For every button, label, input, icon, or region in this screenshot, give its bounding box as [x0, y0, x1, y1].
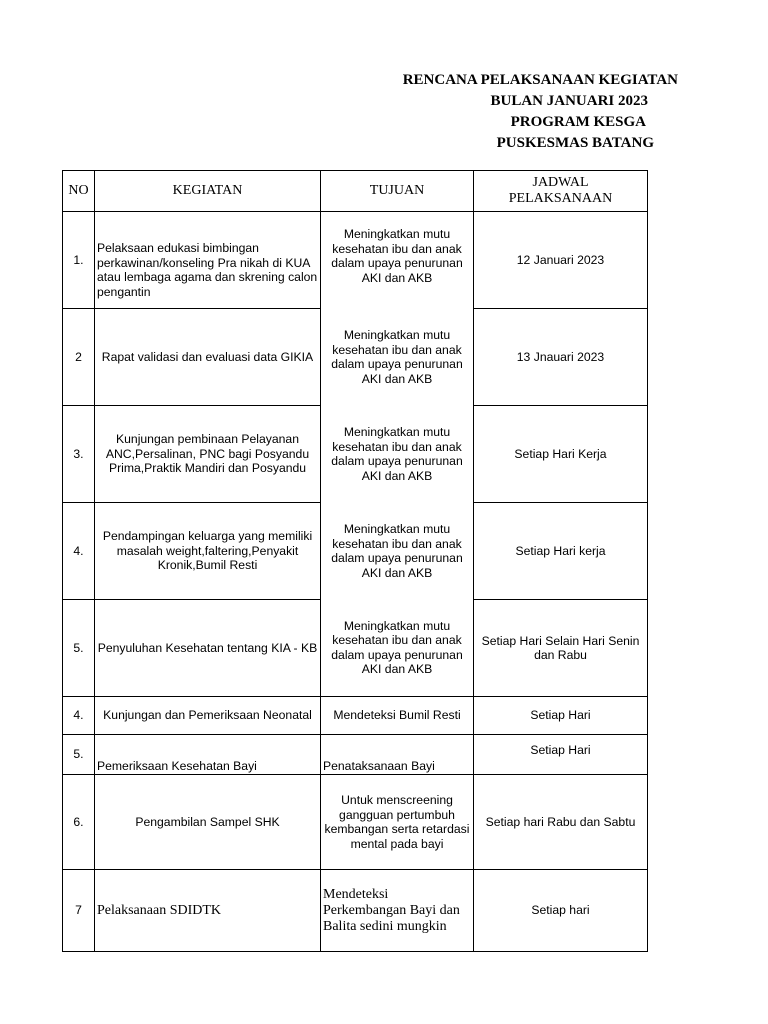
cell-kegiatan: Rapat validasi dan evaluasi data GIKIA: [95, 309, 321, 406]
cell-kegiatan: [95, 212, 321, 309]
cell-kegiatan-text: Pelaksaan edukasi bimbingan perkawinan/konseling Pra nikah di KUA atau lembaga agama dan skrening calon pengantin: [97, 241, 318, 299]
cell-jadwal: Setiap hari: [474, 870, 648, 952]
cell-tujuan: Untuk menscreening gangguan pertumbuh kembangan serta retardasi mental pada bayi: [321, 775, 474, 870]
table-row: [63, 309, 648, 406]
header-month: BULAN JANUARI 2023: [490, 93, 648, 109]
table-row: [63, 870, 648, 952]
col-header-jadwal: [474, 171, 648, 212]
cell-no: 2: [63, 309, 95, 406]
cell-kegiatan: Pelaksanaan SDIDTK: [95, 870, 321, 952]
cell-no: 1.: [63, 212, 95, 309]
cell-tujuan: Penataksanaan Bayi: [321, 735, 474, 775]
cell-tujuan: Meningkatkan mutu kesehatan ibu dan anak dalam upaya penurunan AKI dan AKB: [321, 600, 474, 697]
table-row: [63, 212, 648, 309]
header-title: RENCANA PELAKSANAAN KEGIATAN: [402, 72, 678, 88]
cell-jadwal: Setiap Hari kerja: [474, 503, 648, 600]
cell-no: 5.: [63, 600, 95, 697]
col-header-jadwal-line2: PELAKSANAAN: [508, 191, 613, 206]
table-row: [63, 775, 648, 870]
cell-kegiatan: Penyuluhan Kesehatan tentang KIA - KB: [95, 600, 321, 697]
cell-no: 4.: [63, 503, 95, 600]
cell-jadwal: Setiap Hari Kerja: [474, 406, 648, 503]
cell-tujuan: Meningkatkan mutu kesehatan ibu dan anak dalam upaya penurunan AKI dan AKB: [321, 406, 474, 503]
cell-no: 4.: [63, 697, 95, 735]
cell-no: 5.: [63, 735, 95, 775]
cell-no: 3.: [63, 406, 95, 503]
cell-tujuan-text: Meningkatkan mutu kesehatan ibu dan anak dalam upaya penurunan AKI dan AKB: [331, 227, 463, 285]
cell-tujuan: Mendeteksi Perkembangan Bayi dan Balita sedini mungkin: [321, 870, 474, 952]
cell-tujuan: Meningkatkan mutu kesehatan ibu dan anak dalam upaya penurunan AKI dan AKB: [321, 503, 474, 600]
activity-table: [62, 170, 648, 952]
document-header: [0, 70, 678, 154]
cell-jadwal: 12 Januari 2023: [474, 212, 648, 309]
cell-kegiatan: Pemeriksaan Kesehatan Bayi: [95, 735, 321, 775]
cell-jadwal: Setiap Hari: [474, 735, 648, 775]
col-header-tujuan: TUJUAN: [321, 171, 474, 212]
cell-kegiatan: Kunjungan dan Pemeriksaan Neonatal: [95, 697, 321, 735]
cell-kegiatan: Kunjungan pembinaan Pelayanan ANC,Persalinan, PNC bagi Posyandu Prima,Praktik Mandiri dan Posyandu: [95, 406, 321, 503]
table-row: [63, 735, 648, 775]
cell-jadwal: Setiap hari Rabu dan Sabtu: [474, 775, 648, 870]
table-header-row: [63, 171, 648, 212]
cell-tujuan: Meningkatkan mutu kesehatan ibu dan anak dalam upaya penurunan AKI dan AKB: [321, 309, 474, 406]
table-row: [63, 600, 648, 697]
cell-jadwal: Setiap Hari: [474, 697, 648, 735]
table-row: [63, 503, 648, 600]
cell-kegiatan: Pendampingan keluarga yang memiliki masalah weight,faltering,Penyakit Kronik,Bumil Resti: [95, 503, 321, 600]
cell-tujuan: [321, 212, 474, 309]
cell-jadwal: Setiap Hari Selain Hari Senin dan Rabu: [474, 600, 648, 697]
col-header-no: NO: [63, 171, 95, 212]
header-program: PROGRAM KESGA: [510, 114, 646, 130]
cell-no: 7: [63, 870, 95, 952]
table-row: [63, 697, 648, 735]
cell-no: 6.: [63, 775, 95, 870]
cell-kegiatan: Pengambilan Sampel SHK: [95, 775, 321, 870]
header-puskesmas: PUSKESMAS BATANG: [496, 135, 654, 151]
cell-jadwal: 13 Jnauari 2023: [474, 309, 648, 406]
col-header-jadwal-line1: JADWAL: [532, 175, 589, 190]
col-header-kegiatan: KEGIATAN: [95, 171, 321, 212]
cell-tujuan: Mendeteksi Bumil Resti: [321, 697, 474, 735]
table-row: [63, 406, 648, 503]
